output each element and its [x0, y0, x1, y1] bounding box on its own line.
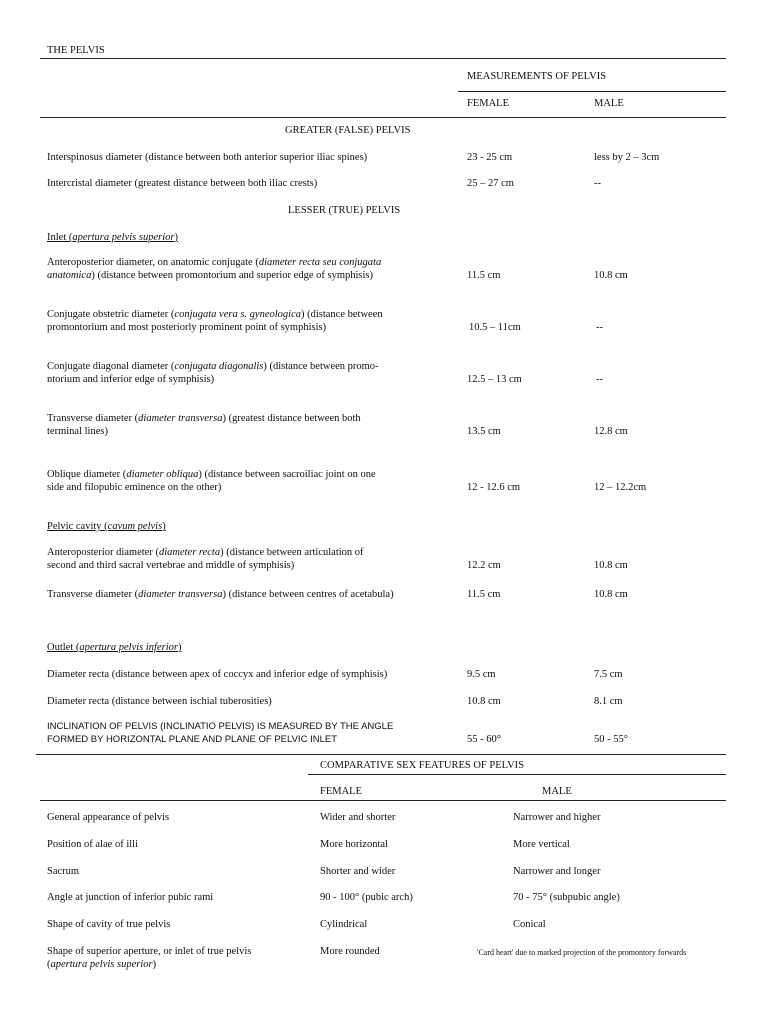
row-label: Intercristal diameter (greatest distance between both iliac crests) [47, 178, 318, 189]
comparative-heading: COMPARATIVE SEX FEATURES OF PELVIS [320, 760, 525, 771]
row-label: Position of alae of illi [47, 839, 138, 850]
female-value: 11.5 cm [467, 270, 501, 281]
female-value: More horizontal [320, 839, 388, 850]
male-value: 70 - 75° (subpubic angle) [513, 892, 620, 903]
row-label: Angle at junction of inferior pubic rami [47, 892, 214, 903]
row-label: Transverse diameter (diameter transversa) (greatest distance between both [47, 413, 361, 424]
female-value: 11.5 cm [467, 589, 501, 600]
row-label: Transverse diameter (diameter transversa) (distance between centres of acetabula) [47, 589, 394, 600]
female-value: 90 - 100° (pubic arch) [320, 892, 413, 903]
row-label: ntorium and inferior edge of symphisis) [47, 374, 215, 385]
row-label: Sacrum [47, 866, 80, 877]
page-title: THE PELVIS [47, 45, 105, 56]
subsection-heading-inlet: Inlet (apertura pelvis superior) [47, 232, 178, 243]
subsection-heading-outlet: Outlet (apertura pelvis inferior) [47, 642, 182, 653]
row-label: Interspinosus diameter (distance between both anterior superior iliac spines) [47, 152, 368, 163]
female-value: More rounded [320, 946, 380, 957]
row-label: Anteroposterior diameter (diameter recta) (distance between articulation of [47, 547, 364, 558]
female-value: Shorter and wider [320, 866, 396, 877]
divider [308, 774, 726, 775]
section-heading-greater: GREATER (FALSE) PELVIS [285, 125, 411, 136]
female-value: 13.5 cm [467, 426, 501, 437]
male-value: 10.8 cm [594, 560, 628, 571]
divider [458, 91, 726, 92]
row-label: Anteroposterior diameter, on anatomic conjugate (diameter recta seu conjugata [47, 257, 382, 268]
row-label: side and filopubic eminence on the other) [47, 482, 222, 493]
row-label: Conjugate diagonal diameter (conjugata diagonalis) (distance between promo- [47, 361, 379, 372]
male-value: -- [594, 178, 601, 189]
row-label: (apertura pelvis superior) [47, 959, 157, 970]
section-heading-lesser: LESSER (TRUE) PELVIS [288, 205, 401, 216]
male-value: -- [596, 322, 603, 333]
male-value: Narrower and longer [513, 866, 601, 877]
male-value: More vertical [513, 839, 570, 850]
row-label: Diameter recta (distance between apex of coccyx and inferior edge of symphisis) [47, 669, 388, 680]
row-label: second and third sacral vertebrae and middle of symphisis) [47, 560, 295, 571]
row-label: promontorium and most posteriorly prominent point of symphisis) [47, 322, 327, 333]
male-value: -- [596, 374, 603, 385]
row-label: General appearance of pelvis [47, 812, 170, 823]
female-value: 25 – 27 cm [467, 178, 514, 189]
male-value: Narrower and higher [513, 812, 601, 823]
row-label: Shape of superior aperture, or inlet of true pelvis [47, 946, 252, 957]
female-value: 12.2 cm [467, 560, 501, 571]
subsection-heading-cavity: Pelvic cavity (cavum pelvis) [47, 521, 166, 532]
row-label: Oblique diameter (diameter obliqua) (distance between sacroiliac joint on one [47, 469, 376, 480]
divider [40, 800, 726, 801]
female-value: 55 - 60° [467, 734, 501, 745]
female-value: 12.5 – 13 cm [467, 374, 522, 385]
column-male: MALE [594, 98, 624, 109]
male-value: 7.5 cm [594, 669, 623, 680]
male-value: 'Card heart' due to marked projection of the promontory forwards [477, 948, 687, 957]
female-value: 10.8 cm [467, 696, 501, 707]
divider [36, 754, 726, 755]
inclination-note: INCLINATION OF PELVIS (INCLINATIO PELVIS) IS MEASURED BY THE ANGLE [47, 721, 394, 732]
row-label: Shape of cavity of true pelvis [47, 919, 171, 930]
male-value: 12.8 cm [594, 426, 628, 437]
female-value: Wider and shorter [320, 812, 396, 823]
row-label: anatomica) (distance between promontorium and superior edge of symphisis) [47, 270, 374, 281]
row-label: Diameter recta (distance between ischial tuberosities) [47, 696, 272, 707]
row-label: terminal lines) [47, 426, 108, 437]
female-value: 10.5 – 11cm [469, 322, 521, 333]
column-female: FEMALE [320, 786, 362, 797]
female-value: Cylindrical [320, 919, 368, 930]
inclination-note: FORMED BY HORIZONTAL PLANE AND PLANE OF PELVIC INLET [47, 734, 337, 745]
male-value: 10.8 cm [594, 589, 628, 600]
male-value: less by 2 – 3cm [594, 152, 660, 163]
male-value: 12 – 12.2cm [594, 482, 647, 493]
female-value: 9.5 cm [467, 669, 496, 680]
male-value: 50 - 55° [594, 734, 628, 745]
male-value: 10.8 cm [594, 270, 628, 281]
female-value: 12 - 12.6 cm [467, 482, 521, 493]
column-male: MALE [542, 786, 572, 797]
measurements-heading: MEASUREMENTS OF PELVIS [467, 71, 607, 82]
female-value: 23 - 25 cm [467, 152, 513, 163]
divider [40, 117, 726, 118]
divider [40, 58, 726, 59]
column-female: FEMALE [467, 98, 509, 109]
male-value: Conical [513, 919, 546, 930]
row-label: Conjugate obstetric diameter (conjugata vera s. gyneologica) (distance between [47, 309, 383, 320]
male-value: 8.1 cm [594, 696, 623, 707]
